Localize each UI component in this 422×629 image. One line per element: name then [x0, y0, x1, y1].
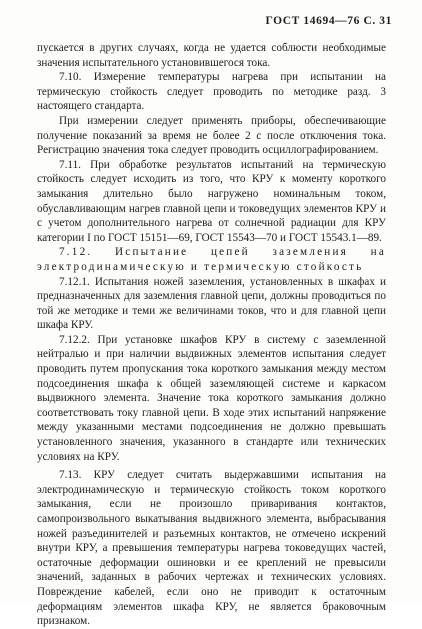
paragraph-continuation: пускается в других случаях, когда не удается соблюсти необходимые значения испытательного установившегося тока.	[37, 42, 386, 69]
paragraph-7-12-2: 7.12.2. При установке шкафов КРУ в систему с заземленной нейтралью и при наличии выдвижных элементов испытания следует проводить путем пропускания тока короткого замыкания между местом подсоединения шкафа к общей заземляющей системе и каркасом выдвижного элемента. Значение тока короткого замыкания должно соответствовать току главной цепи. В ходе этих испытаний напряжение между указанными местами подсоединения не должно превышать установленного значения, указанного в стандарте или технических условиях на КРУ.	[37, 333, 386, 463]
paragraph-7-13: 7.13. КРУ следует считать выдержавшими испытания на электродинамическую и термическую стойкость током короткого замыкания, если не произошло приваривания контактов, самопроизвольного выкатывания выдвижного элемента, выбрасывания ножей разъединителей и разъемных контактов, не отмечено искрений внутри КРУ, а превышения температуры нагрева токоведущих частей, остаточные деформации ошиновки и ее креплений не превысили значений, заданных в рабочих чертежах и технических условиях. Повреждение кабелей, если оно не приводит к остаточным деформациям элементов шкафа КРУ, не является браковочным признаком.	[37, 469, 386, 628]
paragraph-7-10: 7.10. Измерение температуры нагрева при испытании на термическую стойкость следует проводить по методике разд. 3 настоящего стандарта.	[37, 71, 386, 113]
document-body	[37, 41, 386, 629]
paragraph-7-11: 7.11. При обработке результатов испытаний на термическую стойкость следует исходить из того, что КРУ к моменту короткого замыкания длительно было нагружено номинальным током, обуславливающим нагрев главной цепи и токоведущих элементов КРУ и с учетом дополнительного нагрева от солнечной радиации для КРУ категории I по ГОСТ 15151—69, ГОСТ 15543—70 и ГОСТ 15543.1—89.	[37, 158, 386, 244]
paragraph-7-10-measurement: При измерении следует применять приборы, обеспечивающие получение показаний за время не более 2 с после отключения тока. Регистрацию значения тока следует проводить осциллографированием.	[37, 114, 386, 157]
paragraph-7-12-1: 7.12.1. Испытания ножей заземления, установленных в шкафах и предназначенных для заземления главной цепи, должны проводиться по той же методике и теми же величинами токов, что и для главной цепи шкафа КРУ.	[37, 275, 386, 332]
section-heading-7-12: 7.12. Испытание цепей заземления на электродинамическую и термическую стойкость	[37, 246, 386, 273]
page-header: ГОСТ 14694—76 С. 31	[265, 15, 392, 27]
